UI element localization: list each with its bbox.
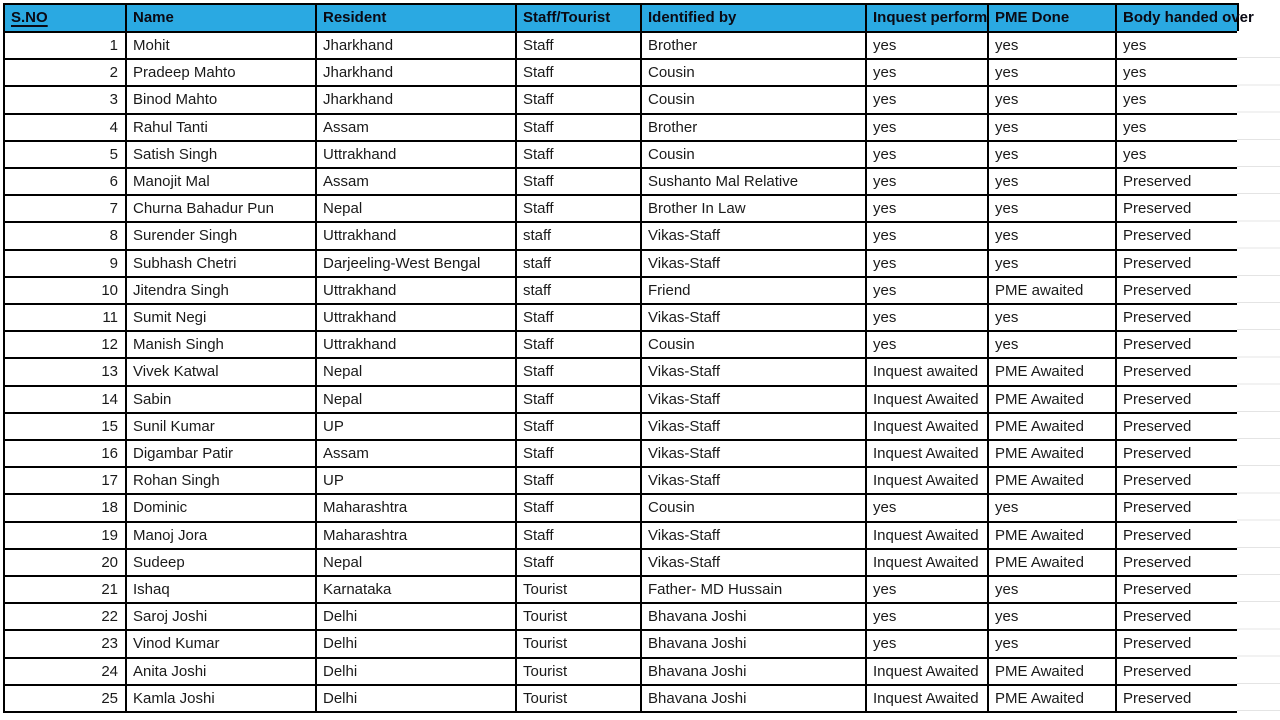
cell-inquest_perform[interactable]: yes (866, 277, 988, 304)
table-row (4, 304, 1238, 331)
cell-pme_done[interactable]: PME awaited (988, 277, 1116, 304)
cell-inquest_perform[interactable]: yes (866, 86, 988, 113)
cell-sno[interactable]: 7 (4, 195, 126, 222)
cell-name[interactable]: Jitendra Singh (126, 277, 316, 304)
column-header-identified_by[interactable] (641, 4, 866, 32)
cell-pme_done[interactable]: PME Awaited (988, 413, 1116, 440)
table-row (4, 168, 1238, 195)
cell-name[interactable]: Vivek Katwal (126, 358, 316, 385)
cell-body_handed_over[interactable]: Preserved (1116, 630, 1238, 657)
cell-body_handed_over[interactable]: yes (1116, 86, 1238, 113)
cell-body_handed_over[interactable]: Preserved (1116, 195, 1238, 222)
column-header-body_handed_over[interactable] (1116, 4, 1254, 32)
cell-staff_tourist[interactable]: Staff (516, 114, 641, 141)
cell-staff_tourist[interactable]: Staff (516, 59, 641, 86)
cell-resident[interactable]: Darjeeling-West Bengal (316, 250, 516, 277)
cell-staff_tourist[interactable]: Staff (516, 331, 641, 358)
cell-identified_by[interactable]: Cousin (641, 141, 866, 168)
cell-inquest_perform[interactable]: yes (866, 576, 988, 603)
column-header-staff_tourist[interactable] (516, 4, 641, 32)
cell-resident[interactable]: Uttrakhand (316, 304, 516, 331)
cell-staff_tourist[interactable]: Staff (516, 304, 641, 331)
column-header-label: S.NO (11, 9, 48, 26)
table-row (4, 277, 1238, 304)
cell-inquest_perform[interactable]: yes (866, 250, 988, 277)
cell-inquest_perform[interactable]: Inquest Awaited (866, 467, 988, 494)
cell-body_handed_over[interactable]: Preserved (1116, 331, 1238, 358)
cell-staff_tourist[interactable]: Tourist (516, 603, 641, 630)
table-row (4, 250, 1238, 277)
column-header-pme_done[interactable] (988, 4, 1116, 32)
cell-inquest_perform[interactable]: yes (866, 32, 988, 59)
cell-name[interactable]: Satish Singh (126, 141, 316, 168)
cell-pme_done[interactable]: PME Awaited (988, 386, 1116, 413)
cell-body_handed_over[interactable]: Preserved (1116, 576, 1238, 603)
cell-inquest_perform[interactable]: yes (866, 603, 988, 630)
cell-identified_by[interactable]: Vikas-Staff (641, 467, 866, 494)
cell-inquest_perform[interactable]: yes (866, 222, 988, 249)
cell-identified_by[interactable]: Bhavana Joshi (641, 603, 866, 630)
cell-sno[interactable]: 25 (4, 685, 126, 712)
cell-body_handed_over[interactable]: yes (1116, 141, 1238, 168)
cell-resident[interactable]: Maharashtra (316, 522, 516, 549)
cell-body_handed_over[interactable]: Preserved (1116, 358, 1238, 385)
cell-resident[interactable]: Uttrakhand (316, 222, 516, 249)
cell-name[interactable]: Kamla Joshi (126, 685, 316, 712)
cell-resident[interactable]: Uttrakhand (316, 141, 516, 168)
cell-pme_done[interactable]: yes (988, 494, 1116, 521)
table-row (4, 222, 1238, 249)
cell-name[interactable]: Surender Singh (126, 222, 316, 249)
table-row (4, 630, 1238, 657)
cell-staff_tourist[interactable]: Staff (516, 522, 641, 549)
cell-name[interactable]: Binod Mahto (126, 86, 316, 113)
column-header-label: Inquest perform (873, 9, 988, 26)
table-row (4, 522, 1238, 549)
cell-resident[interactable]: Nepal (316, 195, 516, 222)
cell-inquest_perform[interactable]: Inquest Awaited (866, 440, 988, 467)
cell-name[interactable]: Manojit Mal (126, 168, 316, 195)
table-row (4, 494, 1238, 521)
cell-sno[interactable]: 2 (4, 59, 126, 86)
cell-staff_tourist[interactable]: Tourist (516, 685, 641, 712)
cell-staff_tourist[interactable]: staff (516, 277, 641, 304)
cell-name[interactable]: Rahul Tanti (126, 114, 316, 141)
table-row (4, 59, 1238, 86)
cell-sno[interactable]: 14 (4, 386, 126, 413)
cell-inquest_perform[interactable]: yes (866, 59, 988, 86)
cell-identified_by[interactable]: Vikas-Staff (641, 222, 866, 249)
cell-pme_done[interactable]: PME Awaited (988, 658, 1116, 685)
cell-resident[interactable]: Delhi (316, 603, 516, 630)
cell-body_handed_over[interactable]: Preserved (1116, 222, 1238, 249)
cell-identified_by[interactable]: Vikas-Staff (641, 386, 866, 413)
cell-resident[interactable]: Assam (316, 168, 516, 195)
cell-body_handed_over[interactable]: Preserved (1116, 250, 1238, 277)
cell-pme_done[interactable]: yes (988, 141, 1116, 168)
cell-identified_by[interactable]: Vikas-Staff (641, 304, 866, 331)
cell-staff_tourist[interactable]: Staff (516, 386, 641, 413)
cell-pme_done[interactable]: PME Awaited (988, 685, 1116, 712)
cell-name[interactable]: Sabin (126, 386, 316, 413)
cell-staff_tourist[interactable]: Staff (516, 86, 641, 113)
cell-staff_tourist[interactable]: Staff (516, 549, 641, 576)
column-header-label: Identified by (648, 9, 737, 26)
cell-sno[interactable]: 3 (4, 86, 126, 113)
cell-name[interactable]: Saroj Joshi (126, 603, 316, 630)
cell-pme_done[interactable]: PME Awaited (988, 440, 1116, 467)
cell-resident[interactable]: Jharkhand (316, 86, 516, 113)
cell-resident[interactable]: Delhi (316, 685, 516, 712)
cell-identified_by[interactable]: Bhavana Joshi (641, 658, 866, 685)
table-row (4, 685, 1238, 712)
cell-pme_done[interactable]: yes (988, 331, 1116, 358)
cell-resident[interactable]: Nepal (316, 386, 516, 413)
column-header-sno[interactable] (4, 4, 126, 32)
cell-resident[interactable]: Assam (316, 114, 516, 141)
cell-resident[interactable]: Uttrakhand (316, 277, 516, 304)
table-row (4, 576, 1238, 603)
cell-name[interactable]: Sumit Negi (126, 304, 316, 331)
column-header-name[interactable] (126, 4, 316, 32)
cell-body_handed_over[interactable]: Preserved (1116, 304, 1238, 331)
cell-name[interactable]: Sunil Kumar (126, 413, 316, 440)
cell-name[interactable]: Manoj Jora (126, 522, 316, 549)
cell-identified_by[interactable]: Cousin (641, 59, 866, 86)
cell-identified_by[interactable]: Sushanto Mal Relative (641, 168, 866, 195)
cell-name[interactable]: Sudeep (126, 549, 316, 576)
cell-sno[interactable]: 17 (4, 467, 126, 494)
empty-gridlines-area (1237, 31, 1280, 720)
cell-staff_tourist[interactable]: Staff (516, 141, 641, 168)
cell-name[interactable]: Vinod Kumar (126, 630, 316, 657)
table-row (4, 86, 1238, 113)
cell-inquest_perform[interactable]: Inquest Awaited (866, 386, 988, 413)
column-header-label: PME Done (995, 9, 1070, 26)
cell-identified_by[interactable]: Vikas-Staff (641, 522, 866, 549)
column-header-label: Staff/Tourist (523, 9, 611, 26)
cell-staff_tourist[interactable]: Tourist (516, 630, 641, 657)
cell-identified_by[interactable]: Vikas-Staff (641, 413, 866, 440)
cell-resident[interactable]: Assam (316, 440, 516, 467)
cell-sno[interactable]: 6 (4, 168, 126, 195)
cell-body_handed_over[interactable]: Preserved (1116, 685, 1238, 712)
cell-identified_by[interactable]: Vikas-Staff (641, 440, 866, 467)
cell-pme_done[interactable]: PME Awaited (988, 549, 1116, 576)
cell-sno[interactable]: 21 (4, 576, 126, 603)
cell-resident[interactable]: Karnataka (316, 576, 516, 603)
cell-identified_by[interactable]: Cousin (641, 494, 866, 521)
cell-identified_by[interactable]: Cousin (641, 86, 866, 113)
table-row (4, 440, 1238, 467)
cell-staff_tourist[interactable]: staff (516, 222, 641, 249)
cell-pme_done[interactable]: PME Awaited (988, 522, 1116, 549)
cell-sno[interactable]: 13 (4, 358, 126, 385)
cell-sno[interactable]: 19 (4, 522, 126, 549)
cell-sno[interactable]: 20 (4, 549, 126, 576)
cell-body_handed_over[interactable]: Preserved (1116, 549, 1238, 576)
cell-identified_by[interactable]: Brother (641, 32, 866, 59)
table-body (4, 32, 1238, 712)
cell-name[interactable]: Digambar Patir (126, 440, 316, 467)
cell-body_handed_over[interactable]: Preserved (1116, 168, 1238, 195)
column-header-resident[interactable] (316, 4, 516, 32)
cell-staff_tourist[interactable]: Staff (516, 168, 641, 195)
table-row (4, 413, 1238, 440)
cell-resident[interactable]: Uttrakhand (316, 331, 516, 358)
header-row (4, 4, 1238, 32)
cell-pme_done[interactable]: yes (988, 59, 1116, 86)
cell-sno[interactable]: 16 (4, 440, 126, 467)
cell-name[interactable]: Ishaq (126, 576, 316, 603)
cell-name[interactable]: Manish Singh (126, 331, 316, 358)
cell-inquest_perform[interactable]: Inquest Awaited (866, 413, 988, 440)
cell-name[interactable]: Dominic (126, 494, 316, 521)
cell-inquest_perform[interactable]: Inquest Awaited (866, 658, 988, 685)
cell-inquest_perform[interactable]: yes (866, 331, 988, 358)
column-header-inquest_perform[interactable] (866, 4, 988, 32)
cell-identified_by[interactable]: Cousin (641, 331, 866, 358)
cell-sno[interactable]: 1 (4, 32, 126, 59)
cell-staff_tourist[interactable]: Staff (516, 467, 641, 494)
cell-identified_by[interactable]: Vikas-Staff (641, 358, 866, 385)
cell-body_handed_over[interactable]: yes (1116, 32, 1238, 59)
cell-inquest_perform[interactable]: yes (866, 195, 988, 222)
cell-staff_tourist[interactable]: Tourist (516, 576, 641, 603)
cell-name[interactable]: Anita Joshi (126, 658, 316, 685)
cell-resident[interactable]: Jharkhand (316, 59, 516, 86)
cell-body_handed_over[interactable]: Preserved (1116, 658, 1238, 685)
cell-identified_by[interactable]: Vikas-Staff (641, 250, 866, 277)
cell-identified_by[interactable]: Bhavana Joshi (641, 630, 866, 657)
table-row (4, 386, 1238, 413)
cell-pme_done[interactable]: PME Awaited (988, 358, 1116, 385)
table-row (4, 141, 1238, 168)
column-header-label: Name (133, 9, 174, 26)
cell-inquest_perform[interactable]: yes (866, 168, 988, 195)
table-row (4, 32, 1238, 59)
cell-resident[interactable]: Delhi (316, 630, 516, 657)
cell-resident[interactable]: Maharashtra (316, 494, 516, 521)
cell-body_handed_over[interactable]: Preserved (1116, 440, 1238, 467)
cell-identified_by[interactable]: Brother (641, 114, 866, 141)
table-row (4, 331, 1238, 358)
table-row (4, 467, 1238, 494)
cell-sno[interactable]: 11 (4, 304, 126, 331)
cell-inquest_perform[interactable]: yes (866, 141, 988, 168)
cell-name[interactable]: Pradeep Mahto (126, 59, 316, 86)
table-row (4, 195, 1238, 222)
cell-pme_done[interactable]: yes (988, 195, 1116, 222)
cell-inquest_perform[interactable]: yes (866, 630, 988, 657)
cell-name[interactable]: Mohit (126, 32, 316, 59)
cell-sno[interactable]: 9 (4, 250, 126, 277)
cell-pme_done[interactable]: yes (988, 603, 1116, 630)
cell-inquest_perform[interactable]: Inquest awaited (866, 358, 988, 385)
cell-staff_tourist[interactable]: Staff (516, 440, 641, 467)
cell-sno[interactable]: 5 (4, 141, 126, 168)
cell-staff_tourist[interactable]: Tourist (516, 658, 641, 685)
cell-inquest_perform[interactable]: Inquest Awaited (866, 685, 988, 712)
cell-sno[interactable]: 22 (4, 603, 126, 630)
cell-identified_by[interactable]: Vikas-Staff (641, 549, 866, 576)
cell-staff_tourist[interactable]: Staff (516, 413, 641, 440)
cell-name[interactable]: Churna Bahadur Pun (126, 195, 316, 222)
cell-staff_tourist[interactable]: Staff (516, 32, 641, 59)
cell-staff_tourist[interactable]: Staff (516, 195, 641, 222)
cell-resident[interactable]: UP (316, 413, 516, 440)
cell-inquest_perform[interactable]: yes (866, 494, 988, 521)
cell-body_handed_over[interactable]: Preserved (1116, 386, 1238, 413)
cell-resident[interactable]: Delhi (316, 658, 516, 685)
cell-body_handed_over[interactable]: yes (1116, 59, 1238, 86)
cell-pme_done[interactable]: yes (988, 222, 1116, 249)
cell-pme_done[interactable]: PME Awaited (988, 467, 1116, 494)
victims-table (3, 3, 1254, 713)
cell-sno[interactable]: 15 (4, 413, 126, 440)
table-row (4, 658, 1238, 685)
cell-pme_done[interactable]: yes (988, 32, 1116, 59)
column-header-label: Resident (323, 9, 387, 26)
cell-staff_tourist[interactable]: Staff (516, 494, 641, 521)
table-row (4, 549, 1238, 576)
cell-resident[interactable]: Jharkhand (316, 32, 516, 59)
cell-resident[interactable]: Nepal (316, 549, 516, 576)
cell-pme_done[interactable]: yes (988, 168, 1116, 195)
cell-name[interactable]: Rohan Singh (126, 467, 316, 494)
cell-body_handed_over[interactable]: Preserved (1116, 467, 1238, 494)
cell-body_handed_over[interactable]: Preserved (1116, 494, 1238, 521)
cell-identified_by[interactable]: Brother In Law (641, 195, 866, 222)
table-row (4, 358, 1238, 385)
cell-pme_done[interactable]: yes (988, 576, 1116, 603)
column-header-label: Body handed over (1123, 9, 1254, 26)
cell-staff_tourist[interactable]: Staff (516, 358, 641, 385)
table-row (4, 603, 1238, 630)
cell-body_handed_over[interactable]: Preserved (1116, 522, 1238, 549)
cell-sno[interactable]: 18 (4, 494, 126, 521)
cell-body_handed_over[interactable]: Preserved (1116, 277, 1238, 304)
cell-inquest_perform[interactable]: yes (866, 304, 988, 331)
cell-pme_done[interactable]: yes (988, 630, 1116, 657)
cell-name[interactable]: Subhash Chetri (126, 250, 316, 277)
cell-sno[interactable]: 4 (4, 114, 126, 141)
cell-resident[interactable]: UP (316, 467, 516, 494)
cell-pme_done[interactable]: yes (988, 304, 1116, 331)
cell-identified_by[interactable]: Friend (641, 277, 866, 304)
cell-sno[interactable]: 8 (4, 222, 126, 249)
cell-body_handed_over[interactable]: yes (1116, 114, 1238, 141)
cell-pme_done[interactable]: yes (988, 86, 1116, 113)
cell-sno[interactable]: 24 (4, 658, 126, 685)
cell-sno[interactable]: 12 (4, 331, 126, 358)
cell-staff_tourist[interactable]: staff (516, 250, 641, 277)
cell-identified_by[interactable]: Father- MD Hussain (641, 576, 866, 603)
cell-inquest_perform[interactable]: yes (866, 114, 988, 141)
cell-sno[interactable]: 10 (4, 277, 126, 304)
table-row (4, 114, 1238, 141)
cell-body_handed_over[interactable]: Preserved (1116, 413, 1238, 440)
cell-pme_done[interactable]: yes (988, 250, 1116, 277)
cell-identified_by[interactable]: Bhavana Joshi (641, 685, 866, 712)
cell-pme_done[interactable]: yes (988, 114, 1116, 141)
cell-body_handed_over[interactable]: Preserved (1116, 603, 1238, 630)
cell-resident[interactable]: Nepal (316, 358, 516, 385)
cell-inquest_perform[interactable]: Inquest Awaited (866, 522, 988, 549)
cell-inquest_perform[interactable]: Inquest Awaited (866, 549, 988, 576)
cell-sno[interactable]: 23 (4, 630, 126, 657)
